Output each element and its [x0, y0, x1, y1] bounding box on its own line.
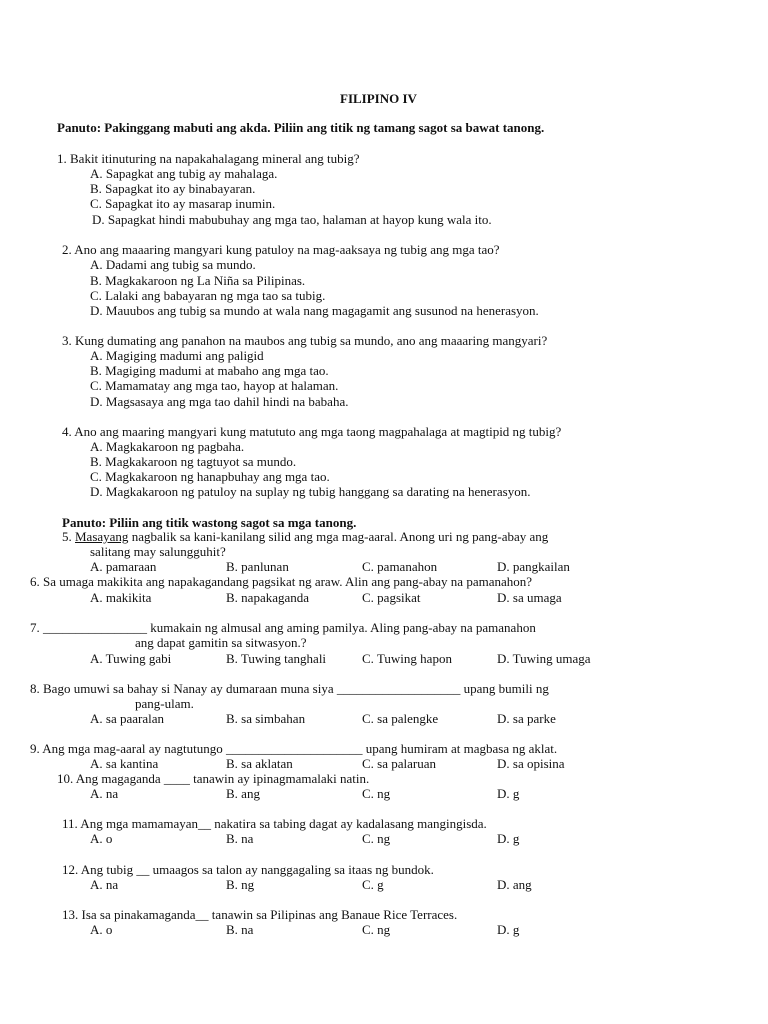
question-stem: 12. Ang tubig __ umaagos sa talon ay nanggagaling sa itaas ng bundok.: [62, 862, 434, 877]
choice-d: D. g: [497, 922, 520, 937]
choice-b: B. panlunan: [226, 559, 289, 574]
choice-d: D. sa opisina: [497, 756, 565, 771]
choice-d: D. Sapagkat hindi mabubuhay ang mga tao, halaman at hayop kung wala ito.: [92, 212, 492, 227]
choice-b: B. ng: [226, 877, 255, 892]
question-stem: 2. Ano ang maaaring mangyari kung patuloy na mag-aaksaya ng tubig ang mga tao?: [62, 242, 500, 257]
choice-a: A. sa paaralan: [90, 711, 164, 726]
question-stem: 6. Sa umaga makikita ang napakagandang pagsikat ng araw. Alin ang pang-abay na pamanahon?: [30, 574, 533, 589]
choice-d: D. g: [497, 831, 520, 846]
choice-a: A. o: [90, 922, 113, 937]
question-number: 5.: [62, 529, 75, 544]
choice-c: C. g: [362, 877, 384, 892]
choice-b: B. napakaganda: [226, 590, 310, 605]
choice-a: A. Magkakaroon ng pagbaha.: [90, 439, 245, 454]
choice-b: B. Sapagkat ito ay binabayaran.: [90, 181, 256, 196]
choice-d: D. Magkakaroon ng patuloy na suplay ng tubig hanggang sa darating na henerasyon.: [90, 484, 531, 499]
choice-b: B. na: [226, 922, 254, 937]
choice-c: C. pamanahon: [362, 559, 438, 574]
choice-c: C. sa palaruan: [362, 756, 437, 771]
question-stem: 3. Kung dumating ang panahon na maubos ang tubig sa mundo, ano ang maaaring mangyari?: [62, 333, 548, 348]
choice-a: A. pamaraan: [90, 559, 157, 574]
question-stem: 11. Ang mga mamamayan__ nakatira sa tabing dagat ay kadalasang mangingisda.: [62, 816, 487, 831]
choice-c: C. Lalaki ang babayaran ng mga tao sa tubig.: [90, 288, 326, 303]
choice-d: D. pangkailan: [497, 559, 570, 574]
question-stem: 10. Ang magaganda ____ tanawin ay ipinagmamalaki natin.: [57, 771, 370, 786]
question-stem-line-2: pang-ulam.: [135, 696, 194, 711]
instruction-1: Panuto: Pakinggang mabuti ang akda. Piliin ang titik ng tamang sagot sa bawat tanong.: [57, 120, 545, 135]
choice-d: D. sa parke: [497, 711, 556, 726]
choice-a: A. na: [90, 877, 119, 892]
choice-a: A. o: [90, 831, 113, 846]
choice-c: C. Magkakaroon ng hanapbuhay ang mga tao.: [90, 469, 330, 484]
choice-b: B. Magkakaroon ng tagtuyot sa mundo.: [90, 454, 297, 469]
choice-c: C. ng: [362, 786, 391, 801]
choice-b: B. Tuwing tanghali: [226, 651, 327, 666]
choice-a: A. Tuwing gabi: [90, 651, 172, 666]
choice-d: D. g: [497, 786, 520, 801]
question-stem: 1. Bakit itinuturing na napakahalagang mineral ang tubig?: [57, 151, 360, 166]
choice-c: C. Tuwing hapon: [362, 651, 452, 666]
instruction-2: Panuto: Piliin ang titik wastong sagot sa mga tanong.: [62, 515, 357, 530]
question-stem: 13. Isa sa pinakamaganda__ tanawin sa Pilipinas ang Banaue Rice Terraces.: [62, 907, 458, 922]
choice-c: C. Sapagkat ito ay masarap inumin.: [90, 196, 276, 211]
choice-d: D. Magsasaya ang mga tao dahil hindi na babaha.: [90, 394, 349, 409]
choice-d: D. Mauubos ang tubig sa mundo at wala nang magagamit ang susunod na henerasyon.: [90, 303, 539, 318]
choice-a: A. sa kantina: [90, 756, 159, 771]
choice-b: B. na: [226, 831, 254, 846]
choice-c: C. sa palengke: [362, 711, 439, 726]
choice-a: A. makikita: [90, 590, 152, 605]
choice-c: C. pagsikat: [362, 590, 421, 605]
choice-b: B. ang: [226, 786, 260, 801]
choice-b: B. Magkakaroon ng La Niña sa Pilipinas.: [90, 273, 306, 288]
choice-d: D. sa umaga: [497, 590, 562, 605]
question-stem: 7. ________________ kumakain ng almusal ang aming pamilya. Aling pang-abay na pamanahon: [30, 620, 536, 635]
question-stem: 4. Ano ang maaring mangyari kung matututo ang mga taong magpahalaga at magtipid ng tubig?: [62, 424, 562, 439]
choice-b: B. Magiging madumi at mabaho ang mga tao.: [90, 363, 329, 378]
question-stem-line-2: salitang may salungguhit?: [90, 544, 226, 559]
choice-d: D. Tuwing umaga: [497, 651, 591, 666]
question-stem: 8. Bago umuwi sa bahay si Nanay ay dumaraan muna siya ___________________ upang bumili ng: [30, 681, 549, 696]
choice-a: A. Magiging madumi ang paligid: [90, 348, 264, 363]
question-stem-line-2: ang dapat gamitin sa sitwasyon.?: [135, 635, 307, 650]
choice-a: A. Dadami ang tubig sa mundo.: [90, 257, 256, 272]
page-title: FILIPINO IV: [340, 91, 417, 106]
question-text: nagbalik sa kani-kanilang silid ang mga mag-aaral. Anong uri ng pang-abay ang: [128, 529, 549, 544]
choice-a: A. Sapagkat ang tubig ay mahalaga.: [90, 166, 278, 181]
underlined-word: Masayang: [75, 529, 129, 544]
choice-b: B. sa aklatan: [226, 756, 293, 771]
choice-c: C. Mamamatay ang mga tao, hayop at halaman.: [90, 378, 339, 393]
choice-b: B. sa simbahan: [226, 711, 306, 726]
question-stem: 9. Ang mga mag-aaral ay nagtutungo _____________________ upang humiram at magbasa ng aklat.: [30, 741, 558, 756]
question-stem: [62, 529, 548, 544]
choice-d: D. ang: [497, 877, 532, 892]
choice-a: A. na: [90, 786, 119, 801]
choice-c: C. ng: [362, 922, 391, 937]
choice-c: C. ng: [362, 831, 391, 846]
